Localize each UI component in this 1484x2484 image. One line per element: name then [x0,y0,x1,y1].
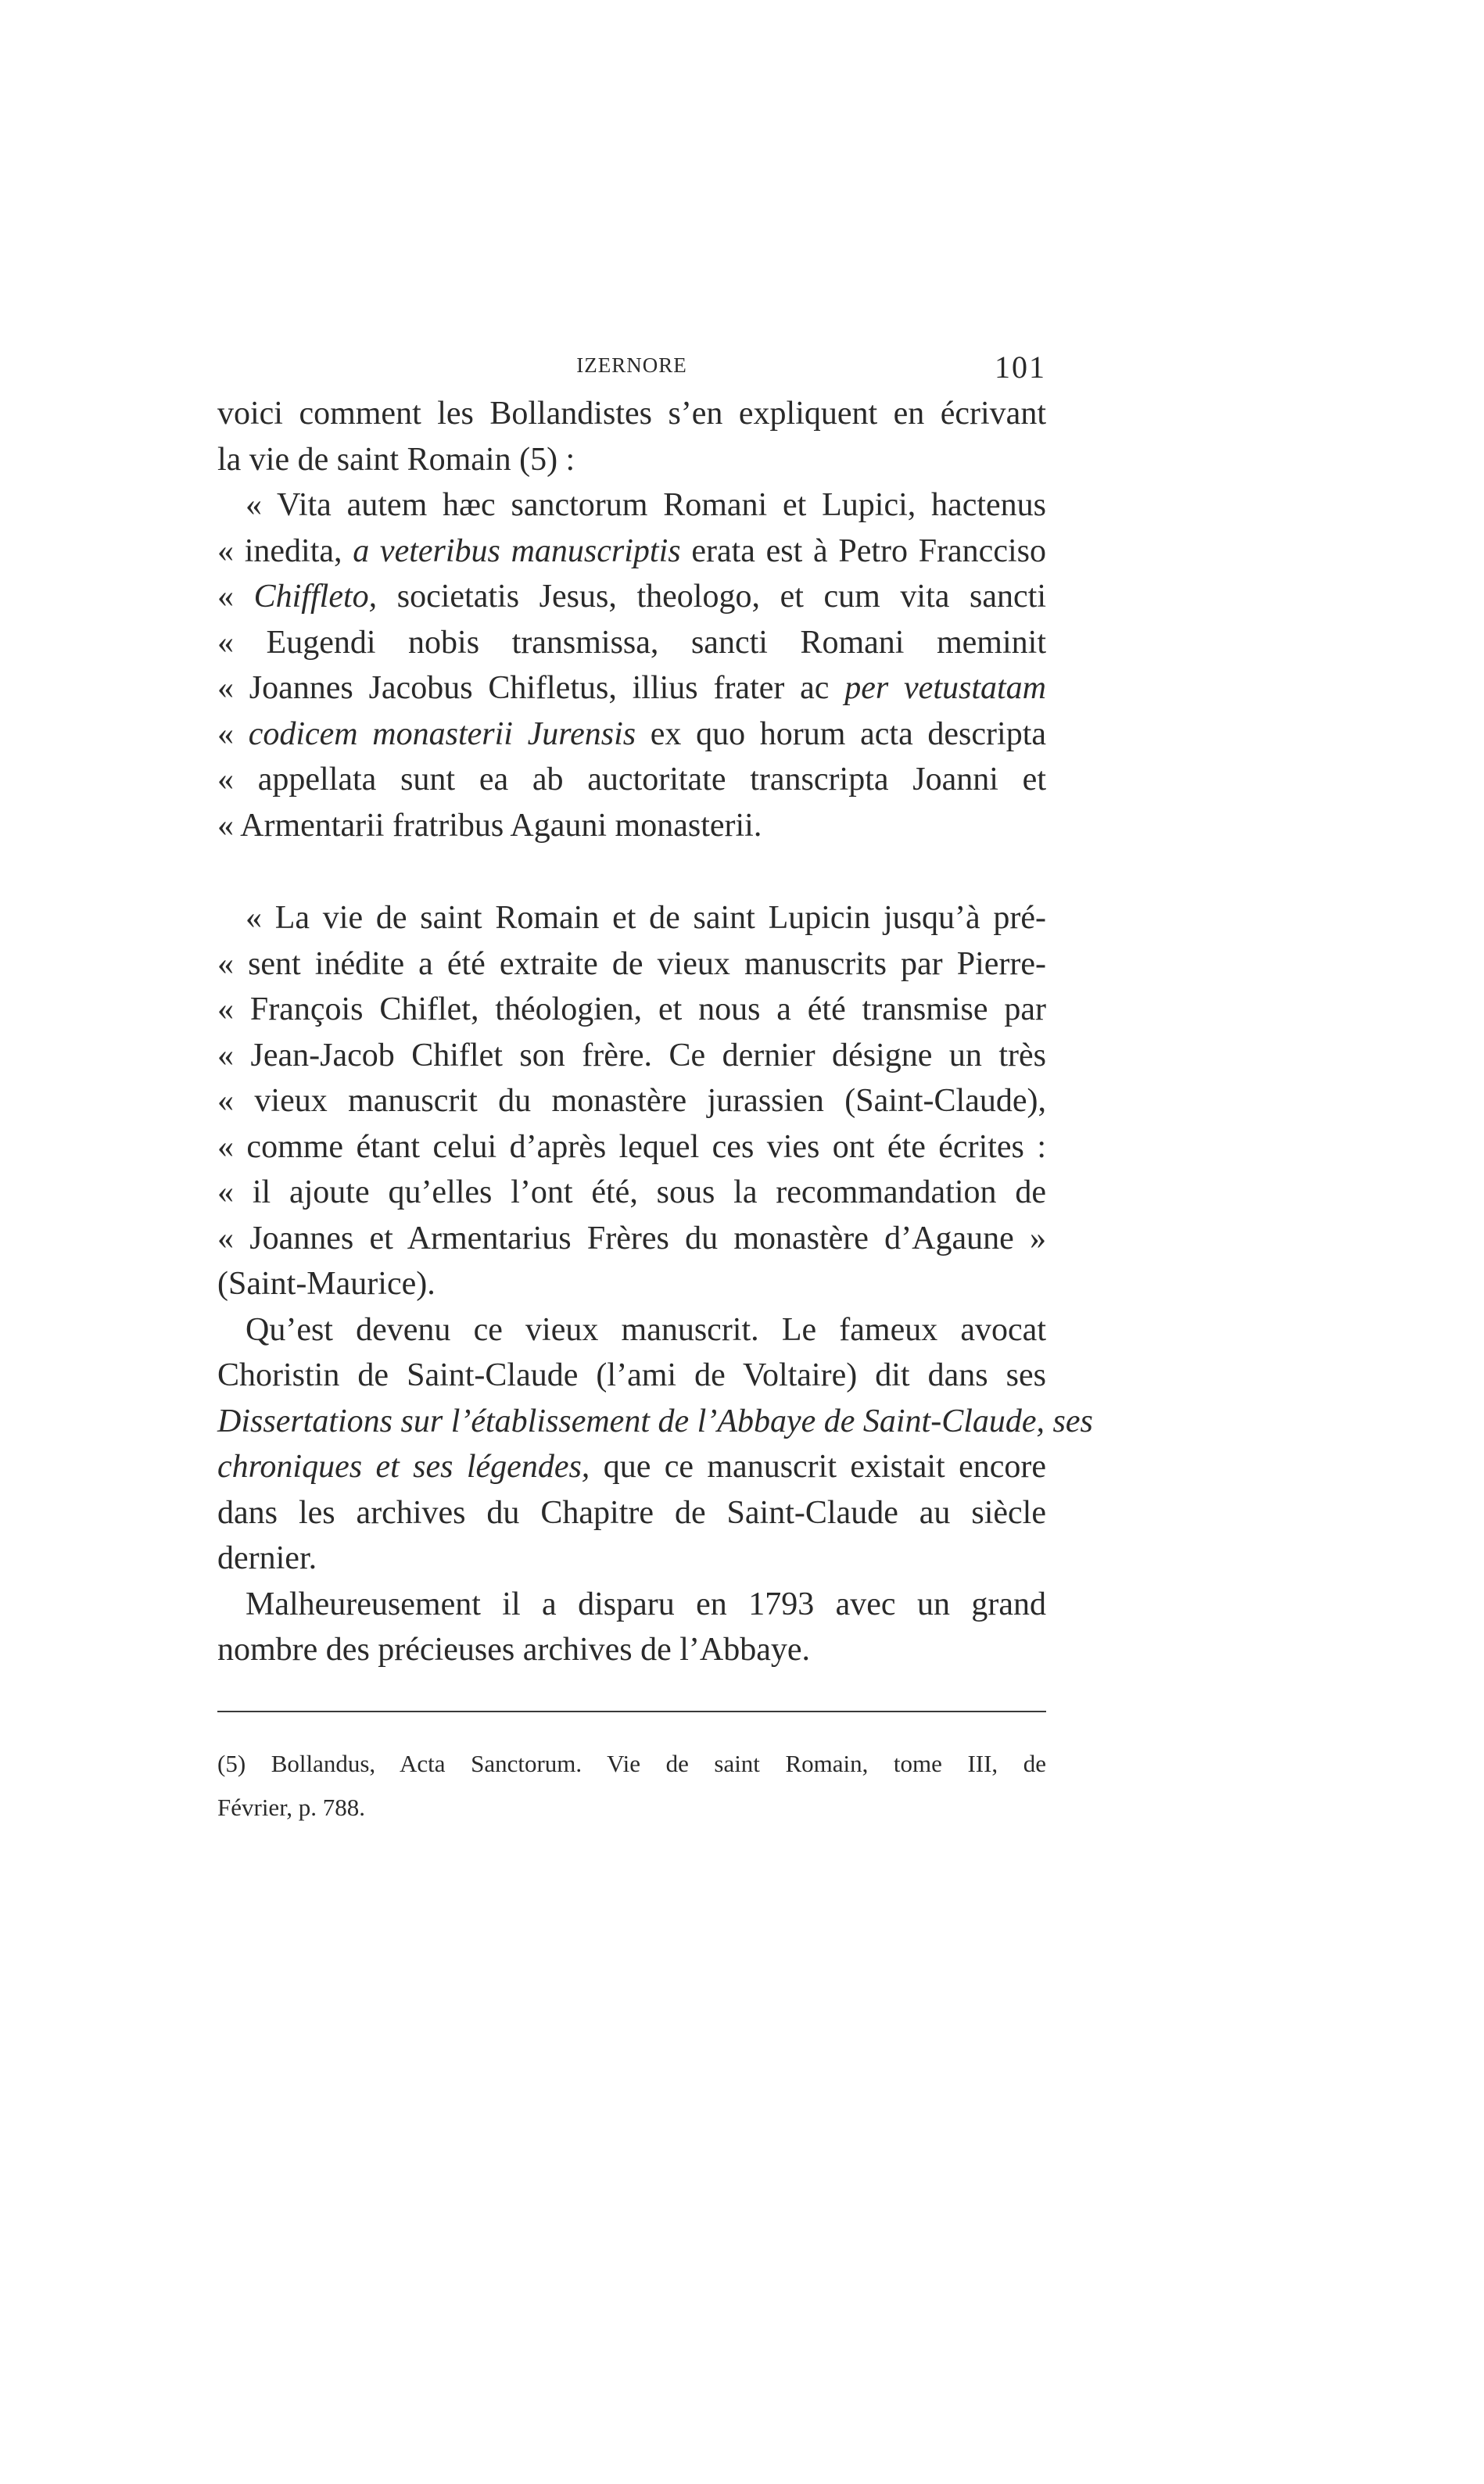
text-line: dernier. [217,1540,317,1576]
text-line: « inedita, a veteribus manuscriptis erata est à Petro Francciso [217,532,1046,569]
footnote-line: (5) Bollandus, Acta Sanctorum. Vie de saint Romain, tome III, de [217,1749,1046,1777]
page-number: 101 [995,349,1046,385]
separator-rule [217,1711,1046,1712]
text-line: « comme étant celui d’après lequel ces vies ont éte écrites : [217,1128,1046,1165]
text-line: « il ajoute qu’elles l’ont été, sous la recommandation de [217,1174,1046,1210]
text-line: Dissertations sur l’établissement de l’Abbaye de Saint-Claude, ses [217,1403,1093,1439]
text-line: Choristin de Saint-Claude (l’ami de Voltaire) dit dans ses [217,1357,1046,1393]
paragraph-intro [217,391,1046,482]
text-line: « Chiffleto, societatis Jesus, theologo, et cum vita sancti [217,579,1046,615]
text-line: nombre des précieuses archives de l’Abbaye. [217,1632,811,1668]
footnote-line: Février, p. 788. [217,1793,366,1821]
footnote-separator [217,1711,1046,1712]
spacer [217,848,1046,895]
text-line: « vieux manuscrit du monastère jurassien (Saint-Claude), [217,1083,1046,1119]
text-line: « Vita autem hæc sanctorum Romani et Lupici, hactenus [246,487,1046,523]
text-line: « Jean-Jacob Chiflet son frère. Ce dernier désigne un très [217,1037,1046,1074]
text-line: la vie de saint Romain (5) : [217,441,575,478]
running-title: IZERNORE [576,353,687,377]
french-translation [217,895,1046,1307]
text-line: Malheureusement il a disparu en 1793 avec un grand [246,1586,1046,1622]
text-line: Qu’est devenu ce vieux manuscrit. Le fameux avocat [246,1311,1046,1348]
book-page [217,344,1093,1830]
text-line: « Armentarii fratribus Agauni monasterii. [217,807,762,844]
text-line: chroniques et ses légendes, que ce manuscrit existait encore [217,1449,1046,1485]
text-line: « codicem monasterii Jurensis ex quo horum acta descripta [217,715,1047,752]
text-line: « Joannes Jacobus Chifletus, illius frater ac per vetustatam [217,670,1047,706]
text-line: (Saint-Maurice). [217,1266,436,1302]
text-line: « François Chiflet, théologien, et nous a été transmise par [217,991,1046,1027]
paragraph-manuscript [217,1307,1093,1582]
text-line: voici comment les Bollandistes s’en expliquent en écrivant [217,396,1046,432]
latin-quotation [217,482,1046,848]
text-line: dans les archives du Chapitre de Saint-Claude au siècle [217,1494,1046,1531]
text-line: « Eugendi nobis transmissa, sancti Romani meminit [217,624,1046,661]
paragraph-disappearance [217,1582,1046,1673]
running-head [217,344,1046,391]
text-line: « La vie de saint Romain et de saint Lupicin jusqu’à pré- [246,900,1046,936]
text-line: « sent inédite a été extraite de vieux manuscrits par Pierre- [217,945,1046,982]
text-line: « appellata sunt ea ab auctoritate transcripta Joanni et [217,762,1046,798]
text-line: « Joannes et Armentarius Frères du monastère d’Agaune » [217,1220,1046,1256]
footnote [217,1742,1046,1830]
